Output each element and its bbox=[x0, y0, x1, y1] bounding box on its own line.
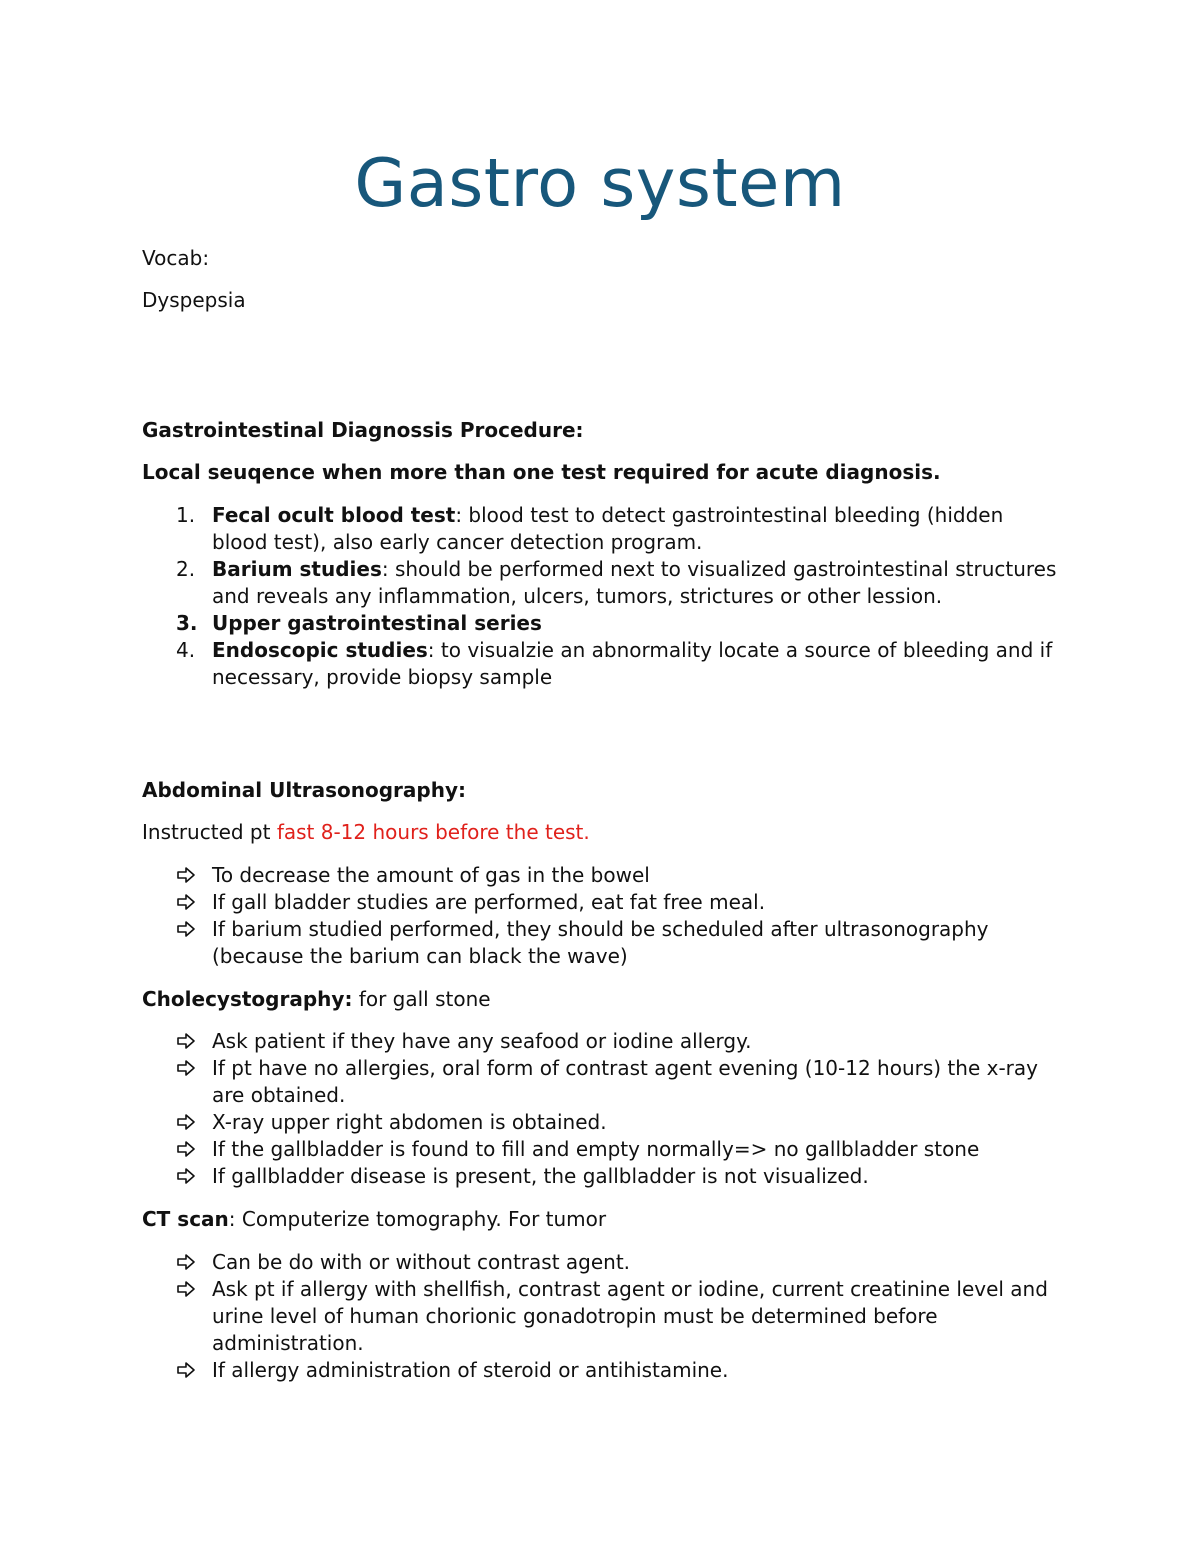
list-item bbox=[142, 1276, 1062, 1357]
hollow-right-arrow-icon bbox=[176, 1278, 198, 1300]
gi-section-subheading: Local seuqence when more than one test required for acute diagnosis. bbox=[142, 460, 941, 484]
list-item bbox=[142, 1249, 1062, 1276]
list-item bbox=[142, 637, 1062, 691]
ct-scan-bullets bbox=[142, 1249, 1062, 1384]
bullet-text: Ask patient if they have any seafood or iodine allergy. bbox=[212, 1029, 752, 1053]
procedure-description: : blood test to detect gastrointestinal bleeding (hidden blood test), also early cancer detection program. bbox=[212, 503, 1004, 554]
cholecystography-heading: Cholecystography: bbox=[142, 987, 353, 1011]
bullet-text: If pt have no allergies, oral form of contrast agent evening (10-12 hours) the x-ray are obtained. bbox=[212, 1056, 1038, 1107]
bullet-text: Can be do with or without contrast agent. bbox=[212, 1250, 631, 1274]
bullet-text: X-ray upper right abdomen is obtained. bbox=[212, 1110, 607, 1134]
list-item bbox=[142, 1109, 1062, 1136]
hollow-right-arrow-icon bbox=[176, 1138, 198, 1160]
list-number: 4. bbox=[176, 638, 196, 662]
bullet-text: If barium studied performed, they should be scheduled after ultrasonography (because the barium can black the wave) bbox=[212, 917, 989, 968]
list-item bbox=[142, 889, 1062, 916]
ct-scan-line bbox=[142, 1206, 606, 1233]
hollow-right-arrow-icon bbox=[176, 891, 198, 913]
procedure-term: Endoscopic studies bbox=[212, 638, 428, 662]
list-item bbox=[142, 916, 1062, 970]
ct-scan-heading: CT scan bbox=[142, 1207, 229, 1231]
hollow-right-arrow-icon bbox=[176, 1165, 198, 1187]
list-item bbox=[142, 610, 1062, 637]
cholecystography-description: for gall stone bbox=[352, 987, 491, 1011]
bullet-text: If the gallbladder is found to fill and empty normally=> no gallbladder stone bbox=[212, 1137, 980, 1161]
hollow-right-arrow-icon bbox=[176, 1359, 198, 1381]
bullet-text: Ask pt if allergy with shellfish, contrast agent or iodine, current creatinine level and urine level of human chorionic gonadotropin must be determined before administration. bbox=[212, 1277, 1048, 1355]
list-item bbox=[142, 1163, 1062, 1190]
instruction-highlight: fast 8-12 hours before the test. bbox=[276, 820, 590, 844]
bullet-text: If gall bladder studies are performed, eat fat free meal. bbox=[212, 890, 766, 914]
bullet-text: If gallbladder disease is present, the gallbladder is not visualized. bbox=[212, 1164, 869, 1188]
ct-scan-description: : Computerize tomography. For tumor bbox=[228, 1207, 607, 1231]
gi-procedure-list bbox=[142, 502, 1062, 691]
list-number: 2. bbox=[176, 557, 196, 581]
hollow-right-arrow-icon bbox=[176, 1057, 198, 1079]
page-title: Gastro system bbox=[354, 144, 846, 222]
instruction-text: Instructed pt bbox=[142, 820, 277, 844]
list-item bbox=[142, 1136, 1062, 1163]
hollow-right-arrow-icon bbox=[176, 918, 198, 940]
gi-section-heading: Gastrointestinal Diagnossis Procedure: bbox=[142, 418, 584, 442]
vocab-term: Dyspepsia bbox=[142, 288, 246, 312]
ultrasound-bullets bbox=[142, 862, 1062, 970]
vocab-label: Vocab: bbox=[142, 246, 210, 270]
list-item bbox=[142, 1055, 1062, 1109]
list-item bbox=[142, 556, 1062, 610]
hollow-right-arrow-icon bbox=[176, 1030, 198, 1052]
hollow-right-arrow-icon bbox=[176, 1111, 198, 1133]
ultrasound-heading: Abdominal Ultrasonography: bbox=[142, 778, 467, 802]
procedure-term: Fecal ocult blood test bbox=[212, 503, 456, 527]
ultrasound-instruction bbox=[142, 819, 590, 846]
list-item bbox=[142, 1357, 1062, 1384]
procedure-term: Upper gastrointestinal series bbox=[212, 611, 542, 635]
list-item bbox=[142, 1028, 1062, 1055]
cholecystography-bullets bbox=[142, 1028, 1062, 1190]
list-number: 3. bbox=[176, 611, 198, 635]
hollow-right-arrow-icon bbox=[176, 864, 198, 886]
procedure-description: : should be performed next to visualized gastrointestinal structures and reveals any inflammation, ulcers, tumors, strictures or other lession. bbox=[212, 557, 1057, 608]
bullet-text: To decrease the amount of gas in the bowel bbox=[212, 863, 650, 887]
list-item bbox=[142, 862, 1062, 889]
procedure-description: : to visualzie an abnormality locate a source of bleeding and if necessary, provide biopsy sample bbox=[212, 638, 1053, 689]
hollow-right-arrow-icon bbox=[176, 1251, 198, 1273]
procedure-term: Barium studies bbox=[212, 557, 382, 581]
bullet-text: If allergy administration of steroid or antihistamine. bbox=[212, 1358, 729, 1382]
cholecystography-line bbox=[142, 986, 491, 1013]
list-number: 1. bbox=[176, 503, 196, 527]
list-item bbox=[142, 502, 1062, 556]
